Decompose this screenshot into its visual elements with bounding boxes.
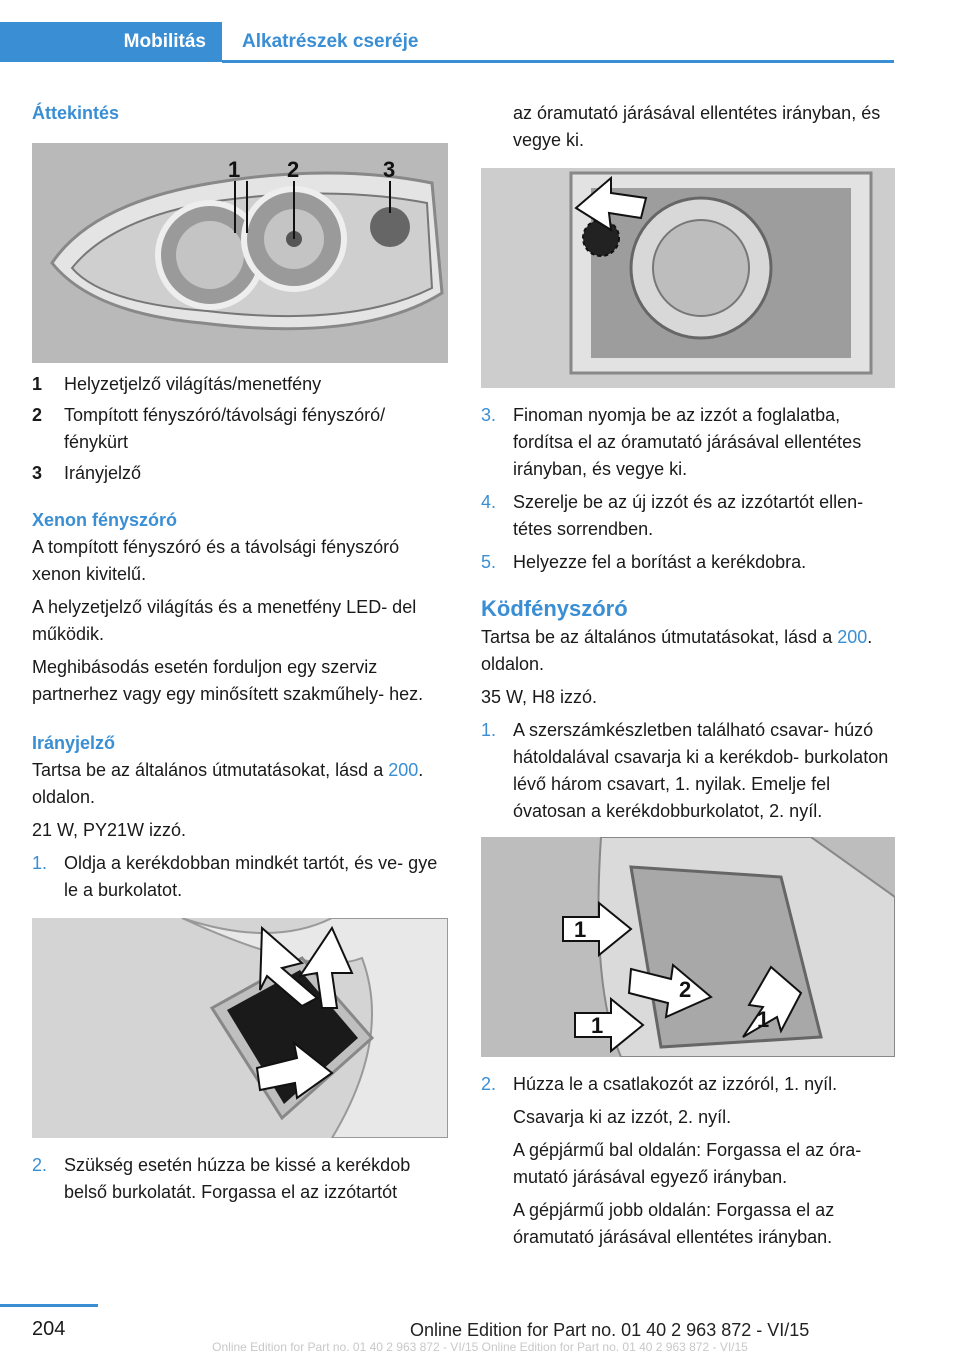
right-column [481, 100, 895, 1263]
left-column [32, 100, 448, 1212]
xenon-title: Xenon fényszóró [32, 510, 178, 530]
indicator-steps-continued [32, 1152, 448, 1206]
page-number: 204 [32, 1318, 66, 1340]
edition-text: Online Edition for Part no. 01 40 2 963 872 - VI/15 [410, 1320, 810, 1340]
indicator-steps [32, 850, 448, 904]
fog-label-1a: 1 [574, 917, 587, 942]
step-text: Finoman nyomja be az izzót a foglalatba, fordítsa el az óramutató járásával ellentétes irányban, és vegye ki. [513, 405, 862, 479]
xenon-paragraph: A tompított fényszóró és a távolsági fényszóró xenon kivitelű. [32, 537, 400, 584]
headlight-label-2: 2 [287, 157, 300, 182]
step-line: A gépjármű jobb oldalán: Forgassa el az óramutató járásával ellentétes irányban. [513, 1200, 835, 1247]
bulb-holder-illustration [481, 168, 895, 388]
headlight-figure [32, 143, 448, 363]
watermark: Online Edition for Part no. 01 40 2 963 872 - VI/15 Online Edition for Part no. 01 40 2 963 872 - VI/15 [212, 1340, 748, 1354]
step-number: 3. [481, 405, 497, 425]
fog-bulb-spec: 35 W, H8 izzó. [481, 687, 598, 707]
step-number: 1. [481, 720, 497, 740]
fog-label-1c: 1 [757, 1007, 770, 1032]
headlight-legend [32, 371, 448, 487]
headlight-label-3: 3 [383, 157, 396, 182]
chapter-tab [226, 22, 894, 62]
headlight-illustration [32, 143, 448, 363]
bulb-steps [481, 402, 895, 576]
indicator-ref-suffix: . oldalon. [32, 760, 424, 807]
step-item [32, 1152, 448, 1206]
wheel-arch-illustration [32, 918, 448, 1138]
fog-label-1b: 1 [591, 1013, 604, 1038]
step-text: Oldja a kerékdobban mindkét tartót, és ve‐ gye le a burkolatot. [64, 853, 438, 900]
chapter-label: Alkatrészek cseréje [242, 31, 419, 52]
legend-text: Helyzetjelző világítás/menetfény [64, 374, 322, 394]
fog-steps [481, 717, 895, 825]
step-number: 1. [32, 853, 48, 873]
fog-page-link[interactable]: 200 [837, 627, 868, 647]
fog-title: Ködfényszóró [481, 596, 628, 621]
legend-text: Irányjelző [64, 463, 142, 483]
step-number: 5. [481, 552, 497, 572]
indicator-bulb-spec: 21 W, PY21W izzó. [32, 820, 187, 840]
wheel-arch-figure [32, 918, 448, 1138]
legend-number: 1 [32, 374, 43, 394]
indicator-reference [32, 757, 448, 811]
legend-text: Tompított fényszóró/távolsági fényszóró/ fénykürt [64, 405, 386, 452]
fog-ref-prefix: Tartsa be az általános útmutatásokat, lásd a [481, 627, 838, 647]
continued-step-text: az óramutató járásával ellentétes irányban, és vegye ki. [513, 103, 881, 150]
legend-number: 3 [32, 463, 43, 483]
indicator-ref-prefix: Tartsa be az általános útmutatásokat, lásd a [32, 760, 389, 780]
fog-cover-illustration [481, 837, 895, 1057]
legend-number: 2 [32, 405, 43, 425]
step-line: A gépjármű bal oldalán: Forgassa el az óra‐ mutató járásával egyező irányban. [513, 1140, 862, 1187]
header-rule [222, 60, 894, 63]
step-line: Csavarja ki az izzót, 2. nyíl. [513, 1107, 732, 1127]
fog-cover-figure [481, 837, 895, 1057]
step-number: 2. [32, 1155, 48, 1175]
step-item [481, 717, 895, 825]
step-text: Szerelje be az új izzót és az izzótartót ellen‐ tétes sorrendben. [513, 492, 864, 539]
step-number: 2. [481, 1074, 497, 1094]
step-line: Húzza le a csatlakozót az izzóról, 1. nyíl. [513, 1074, 838, 1094]
legend-item [32, 460, 448, 487]
step-item [32, 850, 448, 904]
xenon-paragraph: Meghibásodás esetén forduljon egy szerviz partnerhez vagy egy minősített szakműhely‐ hez. [32, 657, 424, 704]
fog-label-2: 2 [679, 977, 692, 1002]
step-item [481, 489, 895, 543]
step-text: Szükség esetén húzza be kissé a kerékdob belső burkolatát. Forgassa el az izzótartót [64, 1155, 411, 1202]
page-header [0, 0, 960, 64]
headlight-label-1: 1 [228, 157, 241, 182]
bulb-holder-figure [481, 168, 895, 388]
step-item [481, 1071, 895, 1257]
step-text: Helyezze fel a borítást a kerékdobra. [513, 552, 807, 572]
footer-rule [0, 1304, 98, 1307]
step-text: A szerszámkészletben található csavar‐ húzó hátoldalával csavarja ki a kerékdob‐ burkolaton lévő három csavart, 1. nyilak. Emelje fel óvatosan a kerékdobburkolatot, 2. nyíl. [513, 720, 889, 821]
fog-ref-suffix: . oldalon. [481, 627, 873, 674]
indicator-page-link[interactable]: 200 [388, 760, 419, 780]
legend-item [32, 371, 448, 398]
step-number: 4. [481, 492, 497, 512]
section-tab [0, 22, 222, 62]
indicator-title: Irányjelző [32, 733, 116, 753]
legend-item [32, 402, 448, 456]
section-label: Mobilitás [123, 31, 206, 52]
fog-steps-continued [481, 1071, 895, 1257]
xenon-paragraph: A helyzetjelző világítás és a menetfény LED‐ del működik. [32, 597, 417, 644]
step-body [513, 1071, 895, 1257]
fog-reference [481, 624, 895, 678]
step-item [481, 549, 895, 576]
step-item [481, 402, 895, 483]
overview-title: Áttekintés [32, 103, 120, 123]
